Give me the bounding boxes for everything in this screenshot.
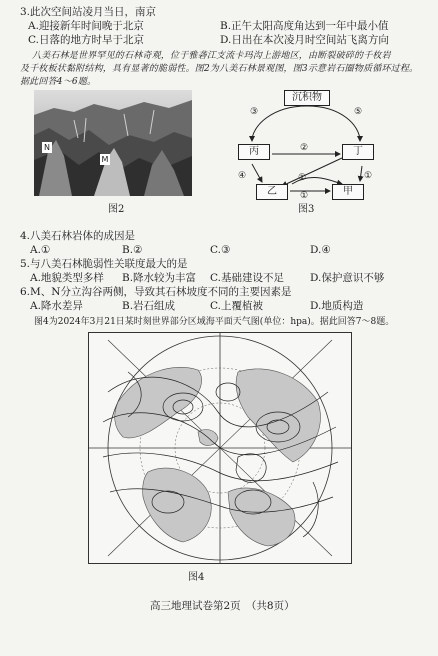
q3-option-b: B.正午太阳高度角达到一年中最小值 [220,20,389,32]
figure-4-weather-map [88,332,352,564]
figure-2-photo [34,90,192,196]
node-yi: 乙 [256,184,288,200]
q5-option-d: D.保护意识不够 [310,272,385,284]
q5-option-c: C.基础建设不足 [210,272,284,284]
passage1-line2: 及千枚板状黏附结构，具有显著的脆弱性。图2为八美石林景观图，图3示意岩石圈物质循环过程。 [20,64,419,74]
node-ding: 丁 [342,144,374,160]
node-bing: 丙 [238,144,270,160]
q6-option-a: A.降水差异 [30,300,83,312]
arrow-label: ② [300,143,309,153]
passage1-line1: 八美石林是世界罕见的石林奇观，位于雅砻江支流卡玛沟上游地区，由断裂破碎的千枚岩 [32,51,391,61]
q3-stem: 3.此次空间站凌月当日，南京 [20,6,157,18]
arrow-label: ① [300,191,309,201]
label-m: M [101,155,109,164]
q5-stem: 5.与八美石林脆弱性关联度最大的是 [20,258,188,270]
figure-2-caption: 图2 [108,204,125,215]
page-footer: 高三地理试卷第2页 （共8页） [150,600,295,612]
node-sediment: 沉积物 [284,90,330,106]
q3-option-c: C.日落的地方时早于北京 [28,34,144,46]
arrow-label: ① [298,173,307,183]
figure-3-diagram [232,86,382,204]
q4-stem: 4.八美石林岩体的成因是 [20,230,136,242]
q3-option-d: D.日出在本次凌月时空间站飞离方向 [220,34,389,46]
figure-3-caption: 图3 [298,204,315,215]
q6-option-c: C.上覆植被 [210,300,263,312]
arrow-label: ① [364,171,373,181]
node-jia: 甲 [332,184,364,200]
q4-option-a: A.① [30,244,51,256]
q4-option-d: D.④ [310,244,331,256]
arrow-label: ③ [250,107,259,117]
q4-option-b: B.② [122,244,143,256]
arrow-label: ⑤ [354,107,363,117]
q6-stem: 6.M、N分立沟谷两侧，导致其石林坡度不同的主要因素是 [20,286,292,298]
q4-option-c: C.③ [210,244,231,256]
q6-option-b: B.岩石组成 [122,300,176,312]
figure-4-caption: 图4 [188,572,205,583]
q6-option-d: D.地质构造 [310,300,364,312]
q5-option-a: A.地貌类型多样 [30,272,104,284]
passage1-line3: 据此回答4～6题。 [20,77,97,87]
q3-option-a: A.迎接新年时间晚于北京 [28,20,144,32]
passage2-line1: 图4为2024年3月21日某时刻世界部分区域海平面天气图(单位：hpa)。据此回答7～8题。 [34,317,395,327]
label-n: N [42,142,52,153]
arrow-label: ④ [238,171,247,181]
q5-option-b: B.降水较为丰富 [122,272,197,284]
